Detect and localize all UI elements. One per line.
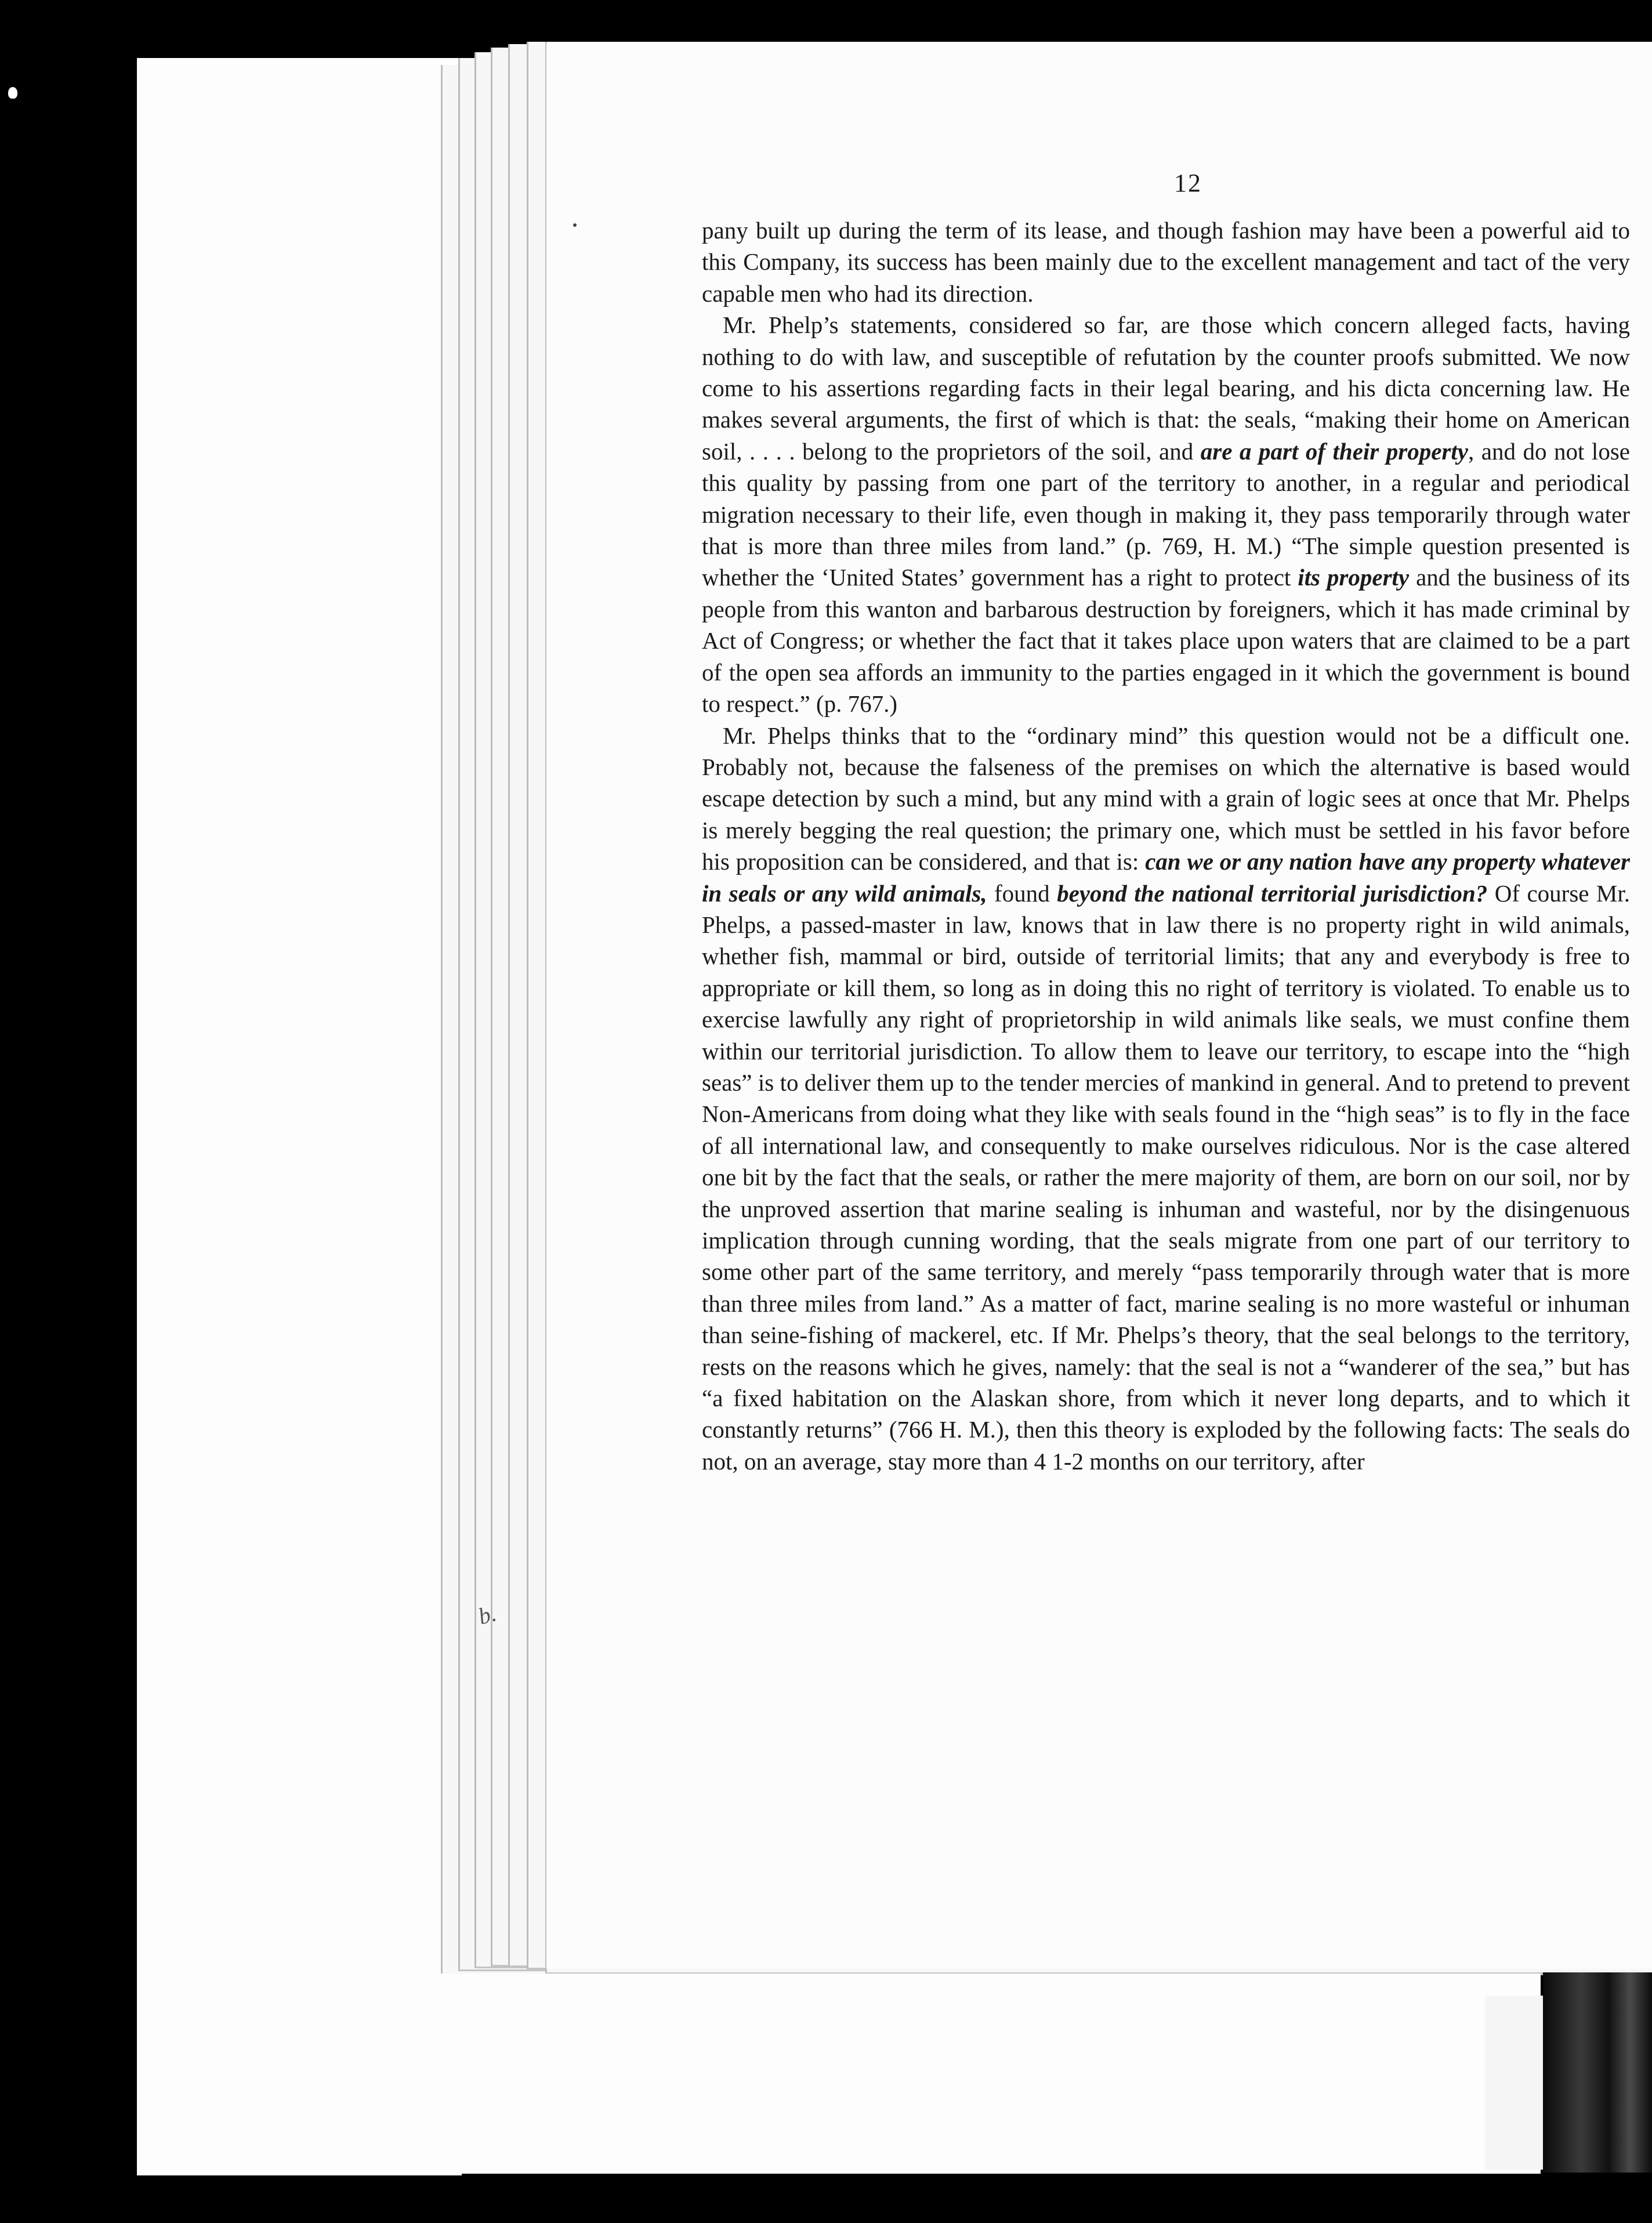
page-number: 12 (1174, 169, 1202, 197)
text-segment: Mr. Phelps thinks that to the “ordinary mind” this question would not be a difficult one. Probably not, because the falseness of the premises on which the alternative is based would escape detection by such a mind, but any mind with a grain of logic sees at once that Mr. Phelps is merely begging the real question; the primary one, which must be settled in his favor before his proposition can be considered, and that is: (702, 722, 1630, 875)
paragraph (702, 215, 1630, 309)
emphasis-text: its property (1298, 564, 1410, 591)
bottom-backing (137, 1974, 1541, 2174)
book-clamp (1543, 1972, 1652, 2173)
text-segment: found (987, 879, 1057, 907)
margin-note: b. (475, 1599, 499, 1630)
paragraph (702, 720, 1630, 1478)
text-segment: Mr. Phelp’s statements, considered so far, are those which concern alleged facts, having nothing to do with law, and susceptible of refutation by the counter proofs submitted. We now come to his assertions regarding facts in their legal bearing, and his dicta concerning law. He makes several arguments, the first of which is that: the seals, “making their home on American soil, . . . . belong to the proprietors of the soil, and (702, 312, 1630, 465)
ink-dot (573, 223, 577, 227)
emphasis-text: can we or any nation have any property whatever in seals or any wild animals, (702, 848, 1631, 907)
scan-artifact (8, 87, 17, 99)
paragraph (702, 309, 1630, 719)
text-segment: , and do not lose this quality by passing from one part of the territory to another, in a regular and periodical migration necessary to their life, even though in making it, they pass temporarily through water that is more than three miles from land.” (p. 769, H. M.) “The simple question presented is whether the ‘United States’ government has a right to protect (702, 437, 1630, 591)
emphasis-text: are a part of their property (1200, 437, 1468, 465)
text-segment: Of course Mr. Phelps, a passed-master in law, knows that in law there is no property right in wild animals, whether fish, mammal or bird, outside of territorial limits; that any and everybody is free to appropriate or kill them, so long as in doing this no right of territory is violated. To enable us to exercise lawfully any right of proprietorship in wild animals like seals, we must confine them within our territorial jurisdiction. To allow them to leave our territory, to escape into the “high seas” is to deliver them up to the tender mercies of mankind in general. And to pretend to prevent Non-Americans from doing what they like with seals found in the “high seas” is to fly in the face of all international law, and consequently to make ourselves ridiculous. Nor is the case altered one bit by the fact that the seals, or rather the mere majority of them, are born on our soil, nor by the unproved assertion that marine sealing is inhuman and wasteful, nor by the disingenuous implication through cunning wording, that the seals migrate from one part of our territory to some other part of the same territory, and merely “pass temporarily through water that is more than three miles from land.” As a matter of fact, marine sealing is no more wasteful or inhuman than seine-fishing of mackerel, etc. If Mr. Phelps’s theory, that the seal belongs to the territory, rests on the reasons which he gives, namely: that the seal is not a “wanderer of the sea,” but has “a fixed habitation on the Alaskan shore, from which it never long departs, and to which it constantly returns” (766 H. M.), then this theory is exploded by the following facts: The seals do not, on an average, stay more than 4 1-2 months on our territory, after (702, 879, 1631, 1475)
text-segment: pany built up during the term of its lease, and though fashion may have been a powerful aid to this Company, its success has been mainly due to the excellent management and tact of the very capable men who had its direction. (702, 217, 1630, 307)
text-segment: and the business of its people from this wanton and barbarous destruction by foreigners, which it has made criminal by Act of Congress; or whether the fact that it takes place upon waters that are claimed to be a part of the open sea affords an immunity to the parties engaged in it which the government is bound to respect.” (p. 767.) (702, 564, 1631, 718)
body-text (702, 215, 1630, 1477)
emphasis-text: beyond the national territorial jurisdiction? (1057, 879, 1488, 907)
backing-sheet (137, 58, 462, 2175)
